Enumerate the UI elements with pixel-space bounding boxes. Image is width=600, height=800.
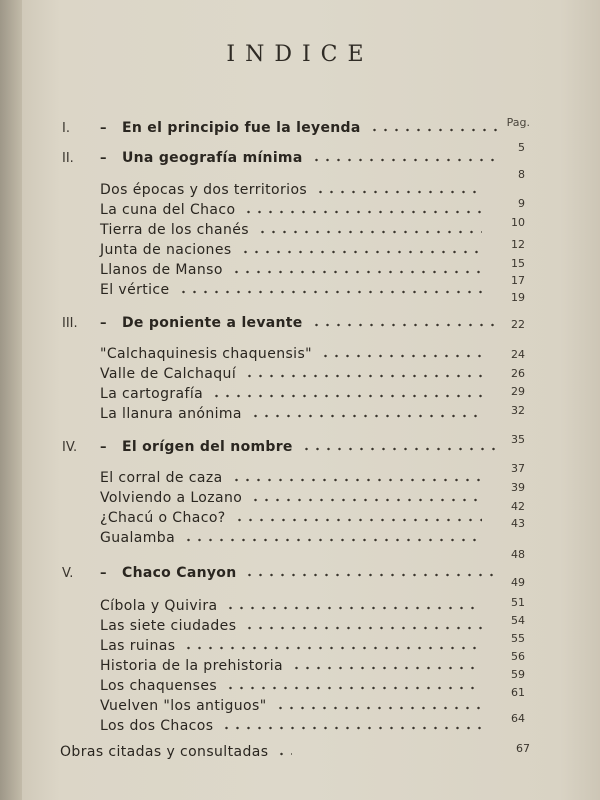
- page-number: 5: [518, 141, 525, 154]
- entry-title: De poniente a levante: [122, 315, 303, 331]
- page-column-label: Pag.: [506, 116, 530, 129]
- dot-leader: [225, 676, 482, 690]
- section-entry: [100, 200, 490, 220]
- page-number: 15: [511, 257, 525, 270]
- entry-title: La cartografía: [100, 386, 204, 402]
- chapter-dash: –: [100, 151, 107, 166]
- page-number: 10: [511, 216, 525, 229]
- entry-title: La cuna del Chaco: [100, 202, 236, 218]
- chapter-number: I.: [62, 121, 70, 136]
- dot-leader: [211, 384, 482, 398]
- entry-title: Tierra de los chanés: [100, 222, 249, 238]
- section-entry: [100, 404, 490, 424]
- page-number: 22: [511, 318, 525, 331]
- entry-title: Vuelven "los antiguos": [100, 698, 267, 714]
- chapter-entry: [62, 437, 505, 457]
- dot-leader: [311, 148, 497, 162]
- chapter-dash: –: [100, 440, 107, 455]
- page-number: 61: [511, 686, 525, 699]
- entry-title: Una geografía mínima: [122, 150, 303, 166]
- entry-title: "Calchaquinesis chaquensis": [100, 346, 313, 362]
- page-number: 54: [511, 614, 525, 627]
- section-entry: [100, 636, 490, 656]
- page-number: 39: [511, 481, 525, 494]
- entry-title: Junta de naciones: [100, 242, 232, 258]
- index-title: INDICE: [226, 42, 374, 67]
- entry-title: Las siete ciudades: [100, 618, 237, 634]
- dot-leader: [244, 616, 482, 630]
- section-entry: [100, 280, 490, 300]
- dot-leader: [275, 696, 482, 710]
- dot-leader: [291, 656, 482, 670]
- section-entry: [100, 596, 490, 616]
- dot-leader: [240, 240, 482, 254]
- page-number: 29: [511, 385, 525, 398]
- entry-title: Chaco Canyon: [122, 565, 237, 581]
- dot-leader: [244, 364, 482, 378]
- dot-leader: [315, 180, 482, 194]
- dot-leader: [244, 563, 497, 577]
- page-number: 24: [511, 348, 525, 361]
- dot-leader: [231, 468, 482, 482]
- chapter-entry: [62, 148, 505, 168]
- section-entry: [100, 180, 490, 200]
- entry-title: Obras citadas y consultadas: [60, 744, 269, 760]
- entry-title: La llanura anónima: [100, 406, 242, 422]
- dot-leader: [257, 220, 482, 234]
- bibliography-entry: [60, 742, 300, 762]
- chapter-number: V.: [62, 566, 74, 581]
- dot-leader: [301, 437, 497, 451]
- section-entry: [100, 716, 490, 736]
- section-entry: [100, 364, 490, 384]
- section-entry: [100, 656, 490, 676]
- entry-title: Los chaquenses: [100, 678, 218, 694]
- section-entry: [100, 676, 490, 696]
- page-number: 12: [511, 238, 525, 251]
- page-number: 8: [518, 168, 525, 181]
- page-number: 59: [511, 668, 525, 681]
- dot-leader: [234, 508, 482, 522]
- page-number: 51: [511, 596, 525, 609]
- page-number: 17: [511, 274, 525, 287]
- section-entry: [100, 488, 490, 508]
- dot-leader: [221, 716, 482, 730]
- page-number: 42: [511, 500, 525, 513]
- entry-title: Valle de Calchaquí: [100, 366, 237, 382]
- page-number: 49: [511, 576, 525, 589]
- section-entry: [100, 696, 490, 716]
- entry-title: Gualamba: [100, 530, 176, 546]
- entry-title: Volviendo a Lozano: [100, 490, 243, 506]
- chapter-number: II.: [62, 151, 74, 166]
- page-number: 56: [511, 650, 525, 663]
- dot-leader: [276, 742, 292, 756]
- chapter-number: III.: [62, 316, 78, 331]
- page-number: 67: [516, 742, 530, 755]
- page-number: 48: [511, 548, 525, 561]
- section-entry: [100, 508, 490, 528]
- dot-leader: [225, 596, 482, 610]
- chapter-dash: –: [100, 316, 107, 331]
- page-number: 55: [511, 632, 525, 645]
- chapter-entry: [62, 313, 505, 333]
- dot-leader: [250, 488, 482, 502]
- dot-leader: [183, 636, 482, 650]
- page-number: 35: [511, 433, 525, 446]
- section-entry: [100, 468, 490, 488]
- section-entry: [100, 220, 490, 240]
- dot-leader: [231, 260, 482, 274]
- entry-title: Historia de la prehistoria: [100, 658, 283, 674]
- section-entry: [100, 616, 490, 636]
- dot-leader: [311, 313, 497, 327]
- chapter-entry: [62, 563, 505, 583]
- entry-title: Dos épocas y dos territorios: [100, 182, 308, 198]
- entry-title: En el principio fue la leyenda: [122, 120, 361, 136]
- page-number: 26: [511, 367, 525, 380]
- page-number: 9: [518, 197, 525, 210]
- entry-title: El corral de caza: [100, 470, 223, 486]
- entry-title: Las ruinas: [100, 638, 176, 654]
- entry-title: Los dos Chacos: [100, 718, 214, 734]
- page-number: 37: [511, 462, 525, 475]
- section-entry: [100, 240, 490, 260]
- dot-leader: [183, 528, 482, 542]
- page-number: 19: [511, 291, 525, 304]
- entry-title: Llanos de Manso: [100, 262, 223, 278]
- chapter-entry: [62, 118, 505, 138]
- entry-title: Cíbola y Quivira: [100, 598, 218, 614]
- dot-leader: [320, 344, 482, 358]
- section-entry: [100, 260, 490, 280]
- chapter-number: IV.: [62, 440, 78, 455]
- page-number: 64: [511, 712, 525, 725]
- section-entry: [100, 528, 490, 548]
- section-entry: [100, 344, 490, 364]
- dot-leader: [369, 118, 497, 132]
- dot-leader: [243, 200, 482, 214]
- dot-leader: [178, 280, 482, 294]
- section-entry: [100, 384, 490, 404]
- entry-title: El vértice: [100, 282, 170, 298]
- entry-title: ¿Chacú o Chaco?: [100, 510, 226, 526]
- page-number: 43: [511, 517, 525, 530]
- chapter-dash: –: [100, 121, 107, 136]
- chapter-dash: –: [100, 566, 107, 581]
- page-number: 32: [511, 404, 525, 417]
- entry-title: El orígen del nombre: [122, 439, 293, 455]
- dot-leader: [250, 404, 482, 418]
